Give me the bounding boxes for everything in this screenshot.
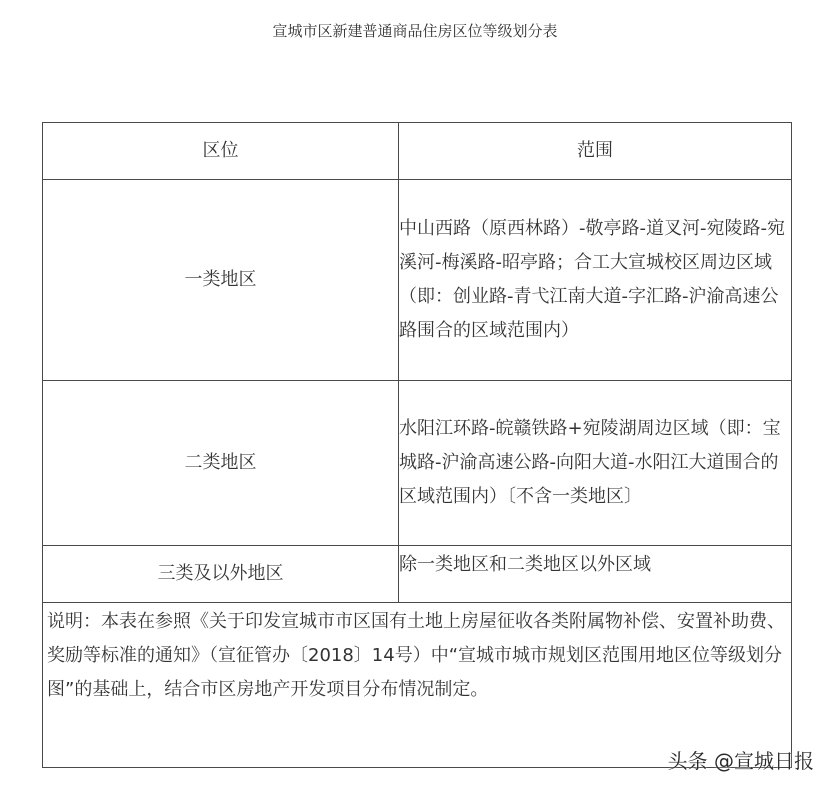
note-row (43, 603, 792, 768)
range-cell: 中山西路（原西林路）-敬亭路-道叉河-宛陵路-宛溪河-梅溪路-昭亭路；合工大宣城校区周边区域（即：创业路-青弋江南大道-字汇路-沪渝高速公路围合的区域范围内） (399, 180, 792, 381)
page-title: 宣城市区新建普通商品住房区位等级划分表 (272, 22, 558, 40)
range-cell: 除一类地区和二类地区以外区域 (399, 546, 792, 603)
zone-table (42, 122, 792, 768)
watermark: 头条 @宣城日报 (667, 749, 814, 773)
zone-cell: 一类地区 (43, 180, 399, 381)
table-row (43, 546, 792, 603)
note-text: 说明：本表在参照《关于印发宣城市市区国有土地上房屋征收各类附属物补偿、安置补助费、奖励等标准的通知》（宣征管办〔2018〕14号）中“宣城市城市规划区范围用地区位等级划分图”的基础上，结合市区房地产开发项目分布情况制定。 (43, 603, 792, 768)
table-header-row (43, 123, 792, 180)
table-row (43, 180, 792, 381)
zone-cell: 二类地区 (43, 381, 399, 546)
zone-cell: 三类及以外地区 (43, 546, 399, 603)
header-range: 范围 (399, 123, 792, 180)
range-cell: 水阳江环路-皖赣铁路+宛陵湖周边区域（即：宝城路-沪渝高速公路-向阳大道-水阳江大道围合的区域范围内）〔不含一类地区〕 (399, 381, 792, 546)
header-zone: 区位 (43, 123, 399, 180)
table-row (43, 381, 792, 546)
